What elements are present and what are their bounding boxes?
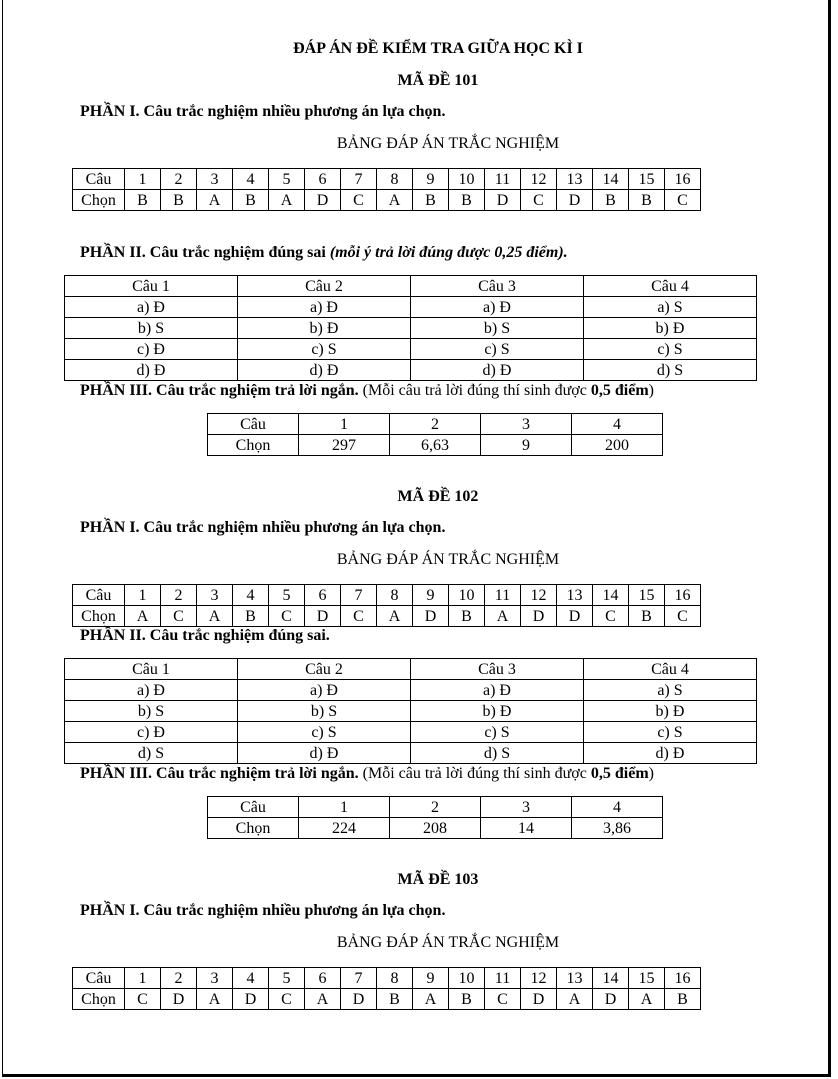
mc-question-num: 10 — [449, 585, 485, 606]
part2-title-101 — [80, 244, 568, 262]
mc-answer: A — [125, 606, 161, 627]
mc-question-num: 7 — [341, 169, 377, 190]
mc-question-num: 14 — [593, 585, 629, 606]
mc-question-num: 15 — [629, 585, 665, 606]
sa-answer: 3,86 — [572, 818, 663, 839]
tf-header-row — [65, 276, 757, 297]
document-title: ĐÁP ÁN ĐỀ KIỂM TRA GIỮA HỌC KÌ I — [293, 40, 583, 57]
part1-title-101: PHẦN I. Câu trắc nghiệm nhiều phương án lựa chọn. — [80, 103, 446, 120]
mc-question-num: 12 — [521, 169, 557, 190]
mc-question-num: 12 — [521, 585, 557, 606]
tf-cell: b) S — [65, 318, 238, 339]
mc-answer: D — [305, 190, 341, 211]
mc-answer-table-102 — [72, 584, 701, 627]
tf-cell: a) Đ — [238, 297, 411, 318]
mc-question-num: 9 — [413, 585, 449, 606]
mc-question-num: 10 — [449, 968, 485, 989]
tf-cell: a) Đ — [238, 680, 411, 701]
mc-answer-row — [73, 606, 701, 627]
mc-answer: D — [557, 190, 593, 211]
mc-question-num: 4 — [233, 585, 269, 606]
mc-answer: D — [593, 989, 629, 1010]
part3-close: ) — [648, 382, 654, 399]
part2-title-102 — [80, 627, 330, 645]
mc-answer: D — [161, 989, 197, 1010]
tf-cell: a) Đ — [65, 297, 238, 318]
sa-answer: 14 — [481, 818, 572, 839]
mc-answer: A — [197, 190, 233, 211]
tf-cell: a) S — [584, 297, 757, 318]
sa-answer-row — [208, 818, 663, 839]
tf-cell: d) Đ — [65, 360, 238, 381]
sa-answer: 208 — [390, 818, 481, 839]
part3-title-102 — [80, 765, 654, 783]
tf-cell: c) S — [584, 722, 757, 743]
mc-question-num: 1 — [125, 968, 161, 989]
tf-row — [65, 743, 757, 764]
mc-question-num: 5 — [269, 968, 305, 989]
tf-header: Câu 3 — [411, 276, 584, 297]
part3-label: PHẦN III. Câu trắc nghiệm trả lời ngắn. — [80, 765, 359, 782]
tf-cell: b) Đ — [411, 701, 584, 722]
mc-answer: B — [233, 606, 269, 627]
sa-answer: 200 — [572, 435, 663, 456]
tf-cell: a) S — [584, 680, 757, 701]
mc-question-num: 5 — [269, 169, 305, 190]
mc-question-num: 8 — [377, 585, 413, 606]
mc-answer: D — [233, 989, 269, 1010]
tf-cell: d) S — [411, 743, 584, 764]
tf-cell: b) Đ — [584, 701, 757, 722]
mc-question-num: 16 — [665, 169, 701, 190]
part1-title-103: PHẦN I. Câu trắc nghiệm nhiều phương án lựa chọn. — [80, 902, 446, 919]
mc-answer: D — [521, 606, 557, 627]
mc-answer: D — [521, 989, 557, 1010]
sa-answer-table-101 — [207, 413, 663, 456]
mc-question-num: 2 — [161, 968, 197, 989]
tf-cell: b) Đ — [238, 318, 411, 339]
mc-answer: C — [269, 989, 305, 1010]
tf-cell: c) Đ — [65, 339, 238, 360]
mc-answer: A — [413, 989, 449, 1010]
mc-question-num: 8 — [377, 968, 413, 989]
sa-question-num: 1 — [299, 414, 390, 435]
mc-question-num: 3 — [197, 169, 233, 190]
row-header-answer: Chọn — [208, 818, 299, 839]
mc-question-num: 11 — [485, 968, 521, 989]
mc-answer: A — [377, 606, 413, 627]
mc-question-num: 6 — [305, 585, 341, 606]
mc-answer: C — [593, 606, 629, 627]
tf-answer-table-102 — [64, 658, 757, 764]
sa-question-num: 4 — [572, 414, 663, 435]
mc-answer: B — [449, 989, 485, 1010]
tf-cell: d) S — [65, 743, 238, 764]
mc-answer: A — [305, 989, 341, 1010]
sa-answer-row — [208, 435, 663, 456]
tf-cell: c) S — [238, 722, 411, 743]
tf-header: Câu 1 — [65, 276, 238, 297]
row-header-question: Câu — [208, 797, 299, 818]
tf-cell: d) Đ — [584, 743, 757, 764]
tf-row — [65, 339, 757, 360]
tf-header: Câu 2 — [238, 659, 411, 680]
mc-answer: D — [341, 989, 377, 1010]
mc-answer-row — [73, 989, 701, 1010]
mc-question-num: 3 — [197, 585, 233, 606]
mc-question-row — [73, 169, 701, 190]
tf-header: Câu 3 — [411, 659, 584, 680]
mc-answer: A — [485, 606, 521, 627]
tf-cell: c) Đ — [65, 722, 238, 743]
mc-question-num: 11 — [485, 585, 521, 606]
answer-table-title-103: BẢNG ĐÁP ÁN TRẮC NGHIỆM — [336, 934, 560, 951]
mc-answer: B — [161, 190, 197, 211]
part3-note: (Mỗi câu trả lời đúng thí sinh được — [358, 765, 591, 782]
mc-answer: B — [593, 190, 629, 211]
row-header-answer: Chọn — [208, 435, 299, 456]
mc-question-num: 5 — [269, 585, 305, 606]
mc-answer: B — [629, 190, 665, 211]
sa-question-num: 4 — [572, 797, 663, 818]
mc-answer: B — [449, 606, 485, 627]
row-header-answer: Chọn — [73, 190, 125, 211]
part3-title-101 — [80, 382, 654, 400]
tf-answer-table-101 — [64, 275, 757, 381]
mc-answer: B — [449, 190, 485, 211]
part3-points: 0,5 điểm — [590, 765, 649, 782]
mc-answer: A — [197, 606, 233, 627]
mc-answer: B — [413, 190, 449, 211]
sa-answer-table-102 — [207, 796, 663, 839]
mc-answer: C — [665, 190, 701, 211]
row-header-question: Câu — [73, 585, 125, 606]
mc-answer: A — [629, 989, 665, 1010]
mc-question-num: 9 — [413, 169, 449, 190]
mc-answer: D — [305, 606, 341, 627]
mc-question-num: 16 — [665, 968, 701, 989]
mc-answer: A — [377, 190, 413, 211]
answer-table-title-101: BẢNG ĐÁP ÁN TRẮC NGHIỆM — [336, 135, 560, 152]
mc-question-row — [73, 968, 701, 989]
mc-question-num: 14 — [593, 968, 629, 989]
mc-answer-table-103 — [72, 967, 701, 1010]
sa-question-num: 3 — [481, 414, 572, 435]
part3-points: 0,5 điểm — [590, 382, 649, 399]
row-header-answer: Chọn — [73, 606, 125, 627]
mc-answer: A — [269, 190, 305, 211]
tf-header: Câu 2 — [238, 276, 411, 297]
sa-answer: 224 — [299, 818, 390, 839]
mc-answer: D — [485, 190, 521, 211]
tf-row — [65, 318, 757, 339]
exam-code-101: MÃ ĐỀ 101 — [397, 72, 479, 89]
part3-note: (Mỗi câu trả lời đúng thí sinh được — [358, 382, 591, 399]
part2-note: (mỗi ý trả lời đúng được 0,25 điểm). — [329, 244, 568, 261]
mc-answer: C — [485, 989, 521, 1010]
tf-header: Câu 4 — [584, 276, 757, 297]
part2-label: PHẦN II. Câu trắc nghiệm đúng sai. — [80, 627, 330, 644]
exam-code-103: MÃ ĐỀ 103 — [397, 871, 479, 888]
sa-answer: 6,63 — [390, 435, 481, 456]
mc-question-num: 6 — [305, 169, 341, 190]
sa-answer: 297 — [299, 435, 390, 456]
sa-question-num: 2 — [390, 414, 481, 435]
part2-label: PHẦN II. Câu trắc nghiệm đúng sai — [80, 244, 330, 261]
mc-answer: C — [125, 989, 161, 1010]
tf-cell: d) Đ — [238, 743, 411, 764]
mc-question-num: 2 — [161, 169, 197, 190]
mc-question-num: 6 — [305, 968, 341, 989]
mc-answer: A — [197, 989, 233, 1010]
mc-question-num: 3 — [197, 968, 233, 989]
mc-answer-row — [73, 190, 701, 211]
mc-question-num: 13 — [557, 169, 593, 190]
mc-question-num: 1 — [125, 585, 161, 606]
mc-answer: C — [521, 190, 557, 211]
mc-question-row — [73, 585, 701, 606]
tf-header-row — [65, 659, 757, 680]
mc-question-num: 15 — [629, 968, 665, 989]
tf-cell: b) S — [411, 318, 584, 339]
sa-question-num: 2 — [390, 797, 481, 818]
sa-answer: 9 — [481, 435, 572, 456]
tf-cell: c) S — [238, 339, 411, 360]
mc-question-num: 4 — [233, 968, 269, 989]
tf-cell: d) Đ — [238, 360, 411, 381]
mc-question-num: 14 — [593, 169, 629, 190]
mc-answer: C — [269, 606, 305, 627]
mc-answer: B — [665, 989, 701, 1010]
mc-question-num: 9 — [413, 968, 449, 989]
tf-row — [65, 680, 757, 701]
tf-row — [65, 722, 757, 743]
mc-question-num: 12 — [521, 968, 557, 989]
mc-question-num: 7 — [341, 968, 377, 989]
tf-cell: c) S — [411, 722, 584, 743]
mc-question-num: 13 — [557, 585, 593, 606]
mc-answer: C — [341, 606, 377, 627]
mc-answer: D — [557, 606, 593, 627]
row-header-question: Câu — [73, 968, 125, 989]
mc-answer: C — [665, 606, 701, 627]
mc-question-num: 15 — [629, 169, 665, 190]
mc-question-num: 1 — [125, 169, 161, 190]
mc-answer: A — [557, 989, 593, 1010]
mc-answer: C — [161, 606, 197, 627]
exam-code-102: MÃ ĐỀ 102 — [397, 488, 479, 505]
part3-close: ) — [648, 765, 654, 782]
tf-row — [65, 701, 757, 722]
mc-answer: B — [125, 190, 161, 211]
tf-cell: a) Đ — [411, 680, 584, 701]
row-header-question: Câu — [73, 169, 125, 190]
part1-title-102: PHẦN I. Câu trắc nghiệm nhiều phương án lựa chọn. — [80, 519, 446, 536]
part3-label: PHẦN III. Câu trắc nghiệm trả lời ngắn. — [80, 382, 359, 399]
sa-question-row — [208, 797, 663, 818]
mc-answer-table-101 — [72, 168, 701, 211]
mc-answer: D — [413, 606, 449, 627]
row-header-answer: Chọn — [73, 989, 125, 1010]
mc-answer: C — [341, 190, 377, 211]
mc-question-num: 13 — [557, 968, 593, 989]
mc-question-num: 11 — [485, 169, 521, 190]
tf-row — [65, 360, 757, 381]
tf-cell: c) S — [584, 339, 757, 360]
mc-question-num: 16 — [665, 585, 701, 606]
tf-cell: b) Đ — [584, 318, 757, 339]
sa-question-num: 3 — [481, 797, 572, 818]
tf-header: Câu 1 — [65, 659, 238, 680]
mc-answer: B — [377, 989, 413, 1010]
tf-header: Câu 4 — [584, 659, 757, 680]
mc-question-num: 8 — [377, 169, 413, 190]
sa-question-num: 1 — [299, 797, 390, 818]
mc-question-num: 2 — [161, 585, 197, 606]
tf-cell: d) Đ — [411, 360, 584, 381]
mc-question-num: 7 — [341, 585, 377, 606]
tf-cell: d) S — [584, 360, 757, 381]
tf-cell: a) Đ — [65, 680, 238, 701]
row-header-question: Câu — [208, 414, 299, 435]
tf-cell: b) S — [65, 701, 238, 722]
mc-answer: B — [233, 190, 269, 211]
mc-answer: B — [629, 606, 665, 627]
tf-cell: a) Đ — [411, 297, 584, 318]
sa-question-row — [208, 414, 663, 435]
tf-cell: b) S — [238, 701, 411, 722]
mc-question-num: 4 — [233, 169, 269, 190]
answer-table-title-102: BẢNG ĐÁP ÁN TRẮC NGHIỆM — [336, 551, 560, 568]
tf-row — [65, 297, 757, 318]
mc-question-num: 10 — [449, 169, 485, 190]
tf-cell: c) S — [411, 339, 584, 360]
